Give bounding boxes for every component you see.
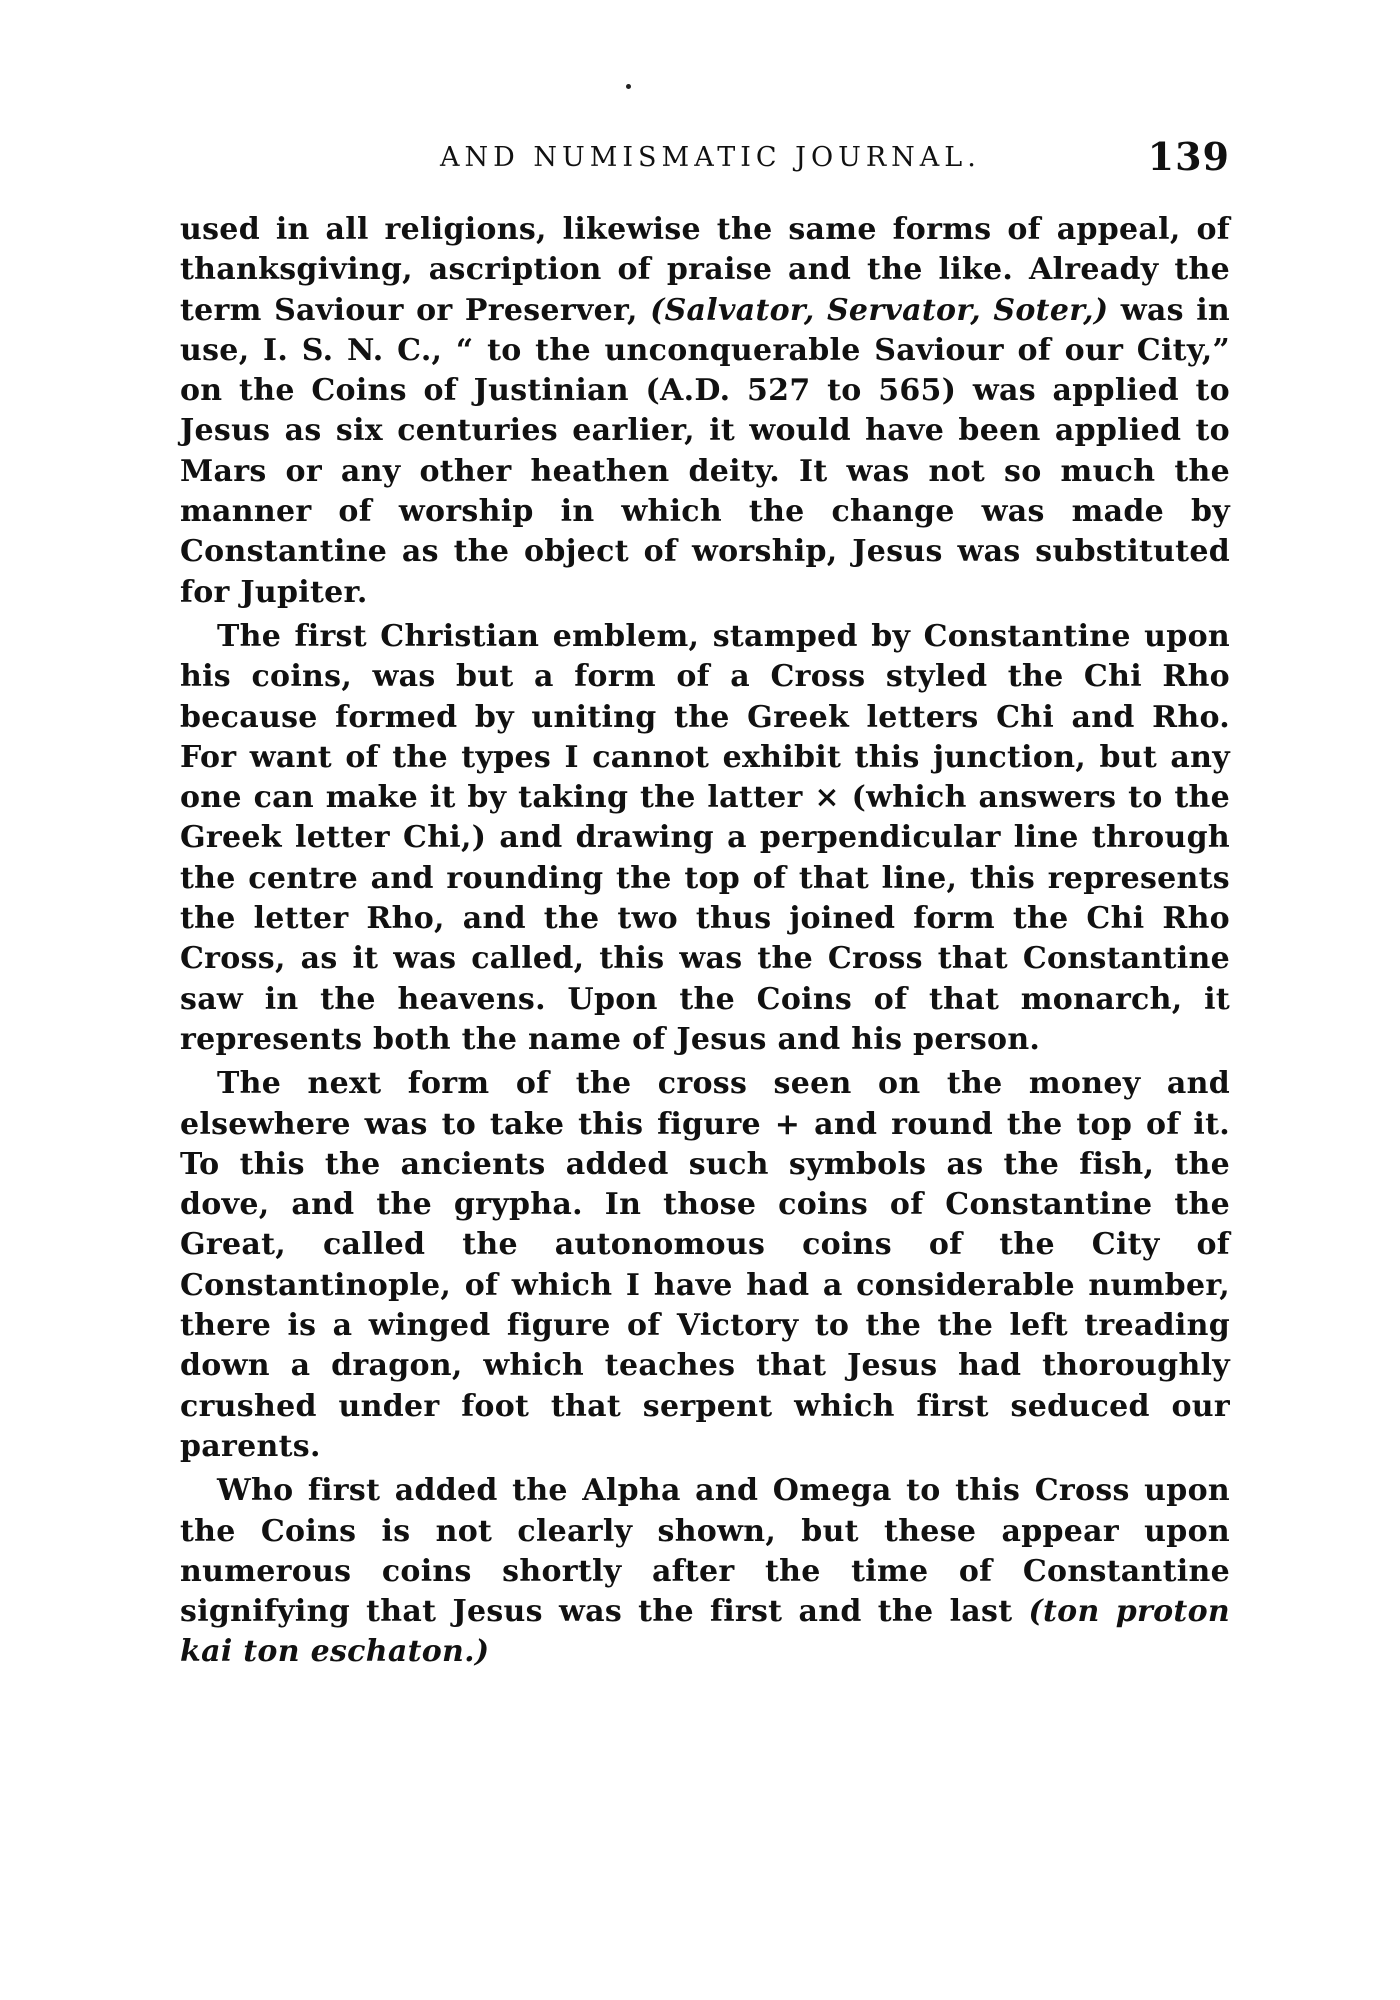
ink-speck	[626, 84, 631, 89]
page-header	[180, 132, 1230, 182]
paragraph-3: The next form of the cross seen on the money and elsewhere was to take this figure + and round the top of it. To this the ancients added such symbols as the fish, the dove, and the grypha. In those coins of Constantine the Great, called the autonomous coins of the City of Constantinople, of which I have had a considerable number, there is a winged figure of Victory to the the left treading down a dragon, which teaches that Jesus had thoroughly crushed under foot that serpent which first seduced our parents.	[180, 1066, 1230, 1464]
greek-phrase: (ton proton kai ton eschaton.)	[180, 1594, 1230, 1670]
running-head: AND NUMISMATIC JOURNAL.	[440, 142, 981, 173]
page-number: 139	[1147, 134, 1230, 179]
latin-terms: (Salvator, Servator, Soter,)	[650, 292, 1109, 328]
paragraph-1: used in all religions, likewise the same forms of appeal, of thanksgiving, ascription of praise and the like. Already the term Saviour or Preserver, (Salvator, Servator, Soter,) was in use, I. S. N. C., “ to the unconquerable Saviour of our City,” on the Coins of Justinian (A.D. 527 to 565) was applied to Jesus as six centuries earlier, it would have been applied to Mars or any other heathen deity. It was not so much the manner of worship in which the change was made by Constantine as the object of worship, Jesus was substituted for Jupiter.	[180, 212, 1230, 610]
body-text	[180, 210, 1230, 1673]
paragraph-2: The first Christian emblem, stamped by Constantine upon his coins, was but a form of a Cross styled the Chi Rho because formed by uniting the Greek letters Chi and Rho. For want of the types I cannot exhibit this junction, but any one can make it by taking the latter × (which answers to the Greek letter Chi,) and drawing a perpendicular line through the centre and rounding the top of that line, this represents the letter Rho, and the two thus joined form the Chi Rho Cross, as it was called, this was the Cross that Constantine saw in the heavens. Upon the Coins of that monarch, it represents both the name of Jesus and his person.	[180, 618, 1230, 1057]
paragraph-4: Who first added the Alpha and Omega to this Cross upon the Coins is not clearly shown, but these appear upon numerous coins shortly after the time of Constantine signifying that Jesus was the first and the last (ton proton kai ton eschaton.)	[180, 1473, 1230, 1670]
